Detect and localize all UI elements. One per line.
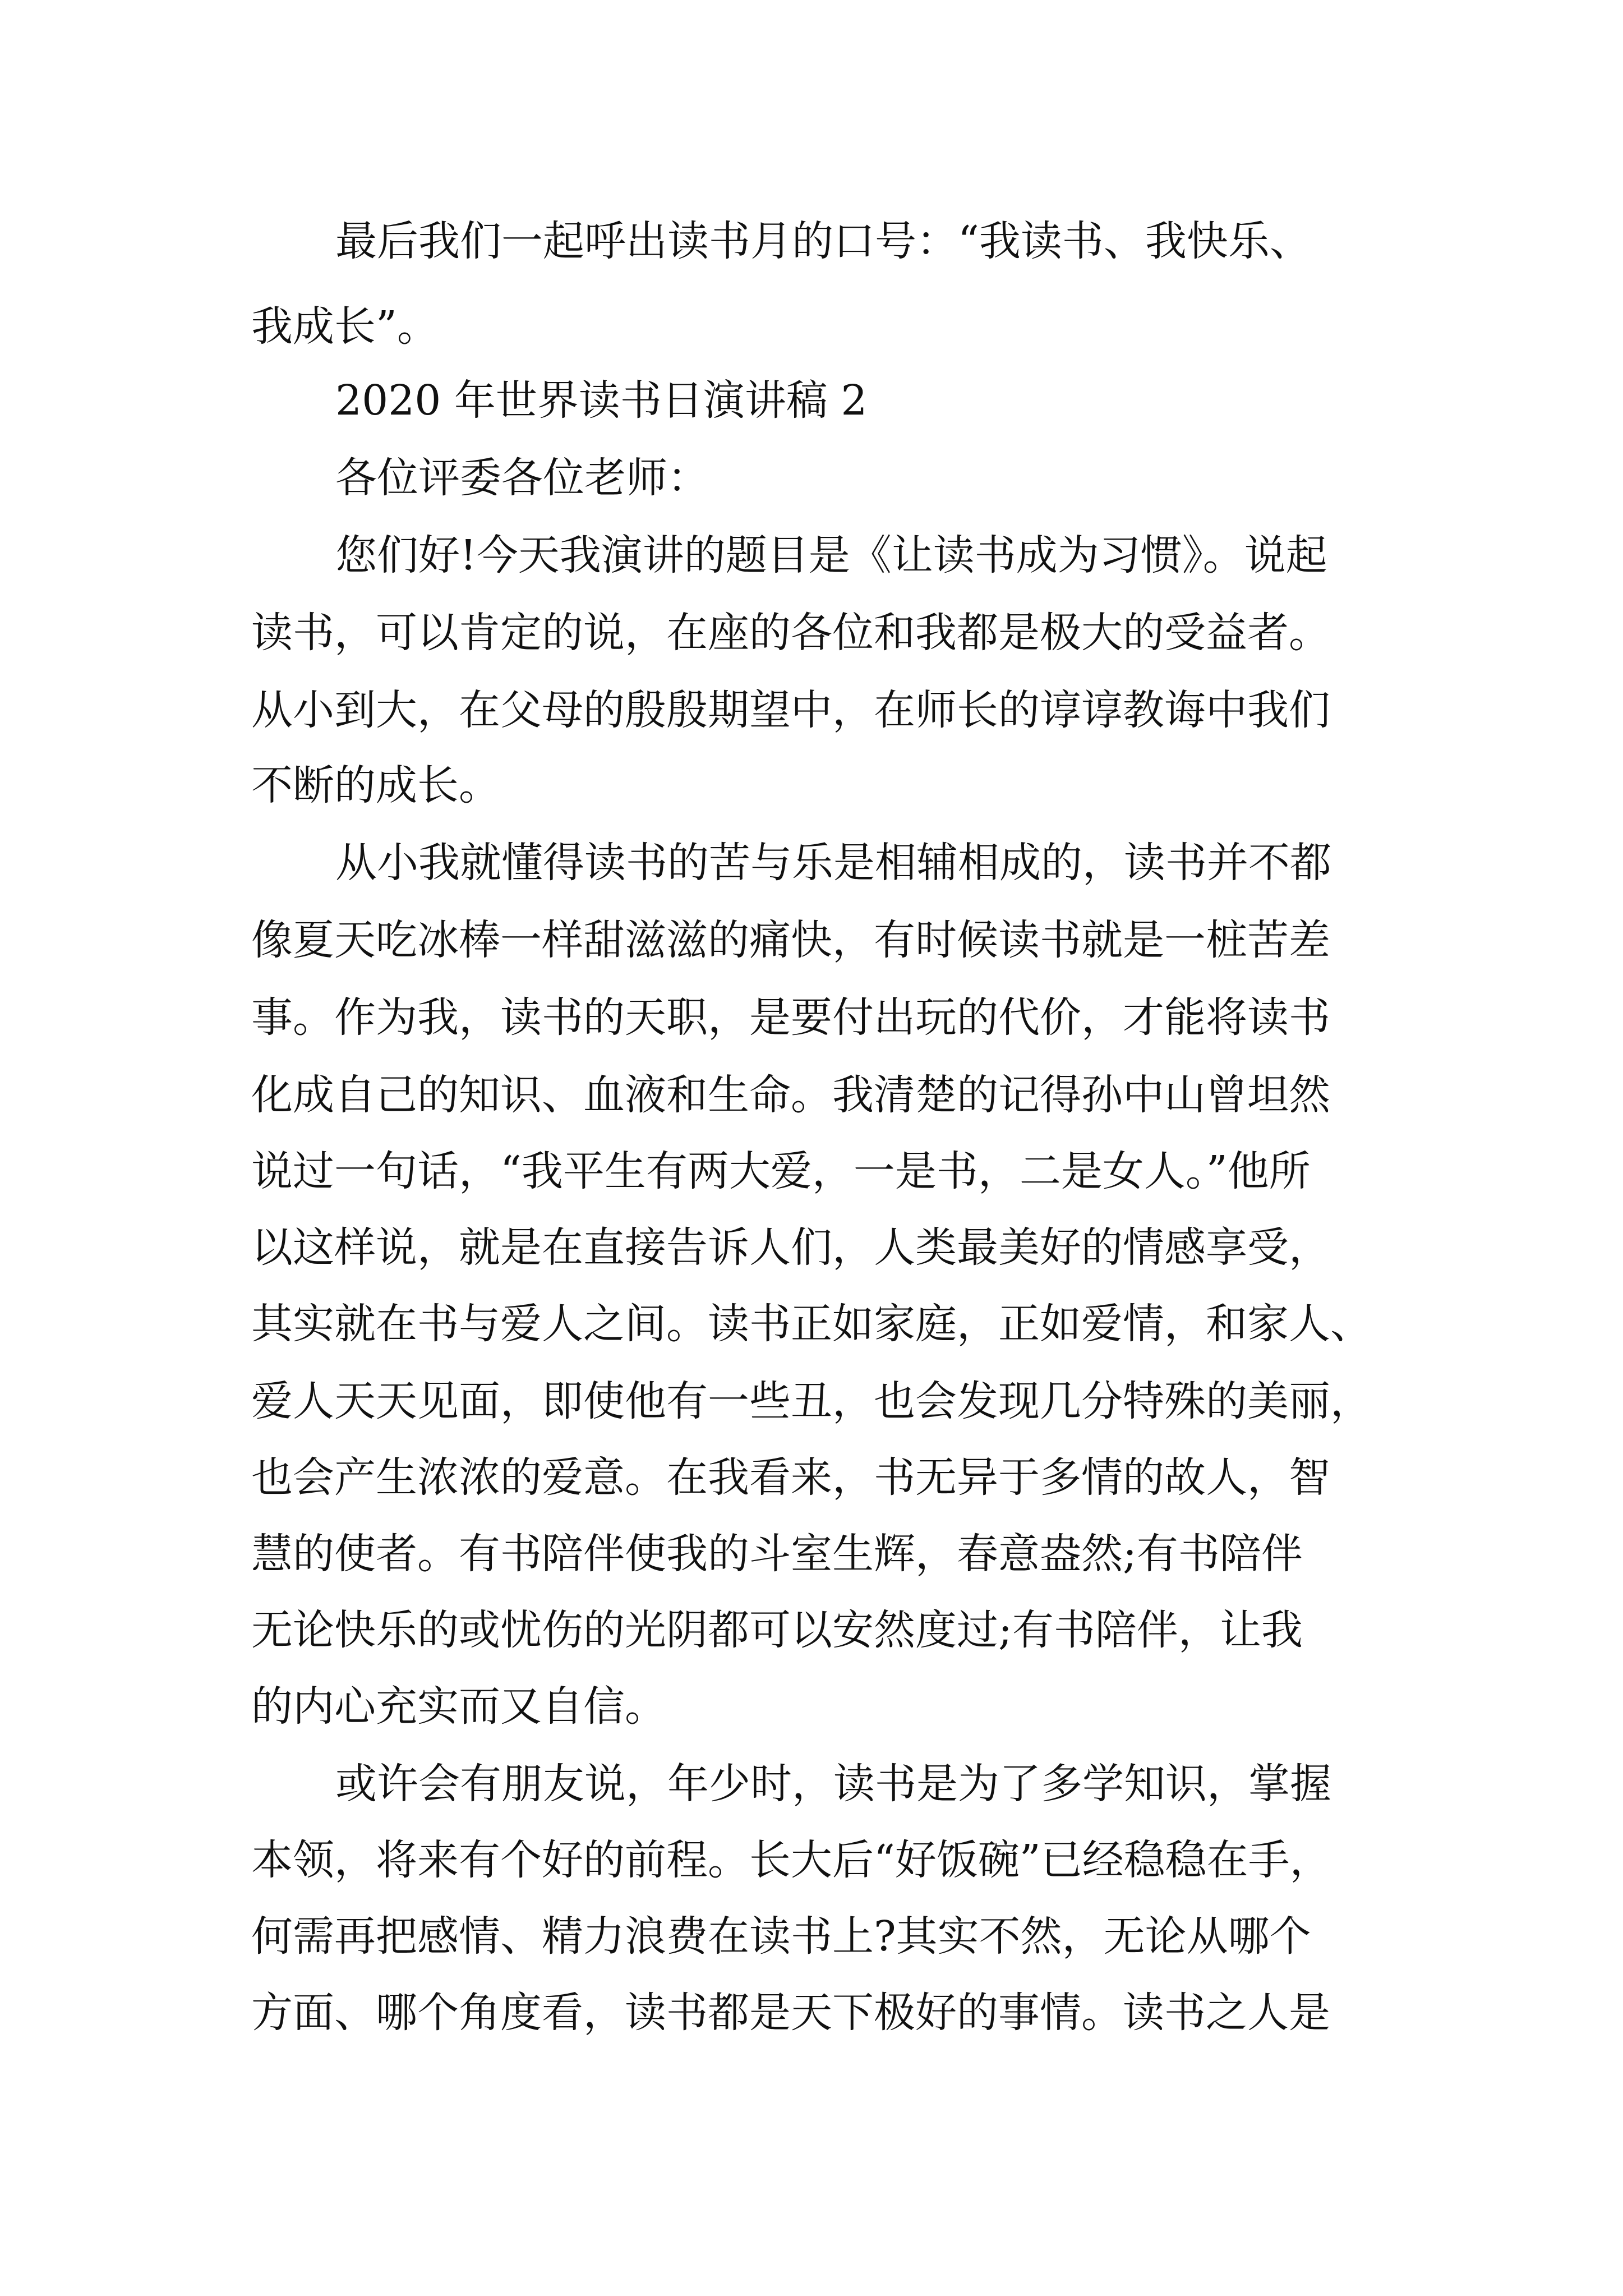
salutation: 各位评委各位老师： xyxy=(335,454,709,502)
text-line: 的内心充实而又自信。 xyxy=(251,1682,666,1731)
text-line: 其实就在书与爱人之间。读书正如家庭，正如爱情，和家人、 xyxy=(251,1300,1372,1348)
text-line: 不断的成长。 xyxy=(251,761,500,809)
text-line: 以这样说，就是在直接告诉人们，人类最美好的情感享受， xyxy=(251,1223,1330,1272)
text-line: 像夏天吃冰棒一样甜滋滋的痛快，有时候读书就是一桩苦差 xyxy=(251,916,1330,964)
text-line: 方面、哪个角度看，读书都是天下极好的事情。读书之人是 xyxy=(251,1989,1330,2037)
text-line: 何需再把感情、精力浪费在读书上?其实不然，无论从哪个 xyxy=(251,1912,1311,1961)
text-line: 最后我们一起呼出读书月的口号：“我读书、我快乐、 xyxy=(335,217,1311,265)
text-line: 本领，将来有个好的前程。长大后“好饭碗”已经稳稳在手， xyxy=(251,1836,1331,1884)
text-line: 从小我就懂得读书的苦与乐是相辅相成的，读书并不都 xyxy=(335,839,1331,887)
text-line: 或许会有朋友说，年少时，读书是为了多学知识，掌握 xyxy=(335,1760,1331,1808)
text-line: 事。作为我，读书的天职，是要付出玩的代价，才能将读书 xyxy=(251,993,1330,1042)
text-line: 爱人天天见面，即使他有一些丑，也会发现几分特殊的美丽， xyxy=(251,1377,1372,1425)
text-line: 读书，可以肯定的说，在座的各位和我都是极大的受益者。 xyxy=(251,609,1330,657)
text-line: 慧的使者。有书陪伴使我的斗室生辉，春意盎然;有书陪伴 xyxy=(251,1530,1303,1578)
text-line: 化成自己的知识、血液和生命。我清楚的记得孙中山曾坦然 xyxy=(251,1071,1330,1119)
text-line: 无论快乐的或忧伤的光阴都可以安然度过;有书陪伴，让我 xyxy=(251,1606,1303,1654)
section-title: 2020 年世界读书日演讲稿 2 xyxy=(335,376,868,425)
text-line: 也会产生浓浓的爱意。在我看来，书无异于多情的故人，智 xyxy=(251,1453,1330,1502)
text-line: 您们好!今天我演讲的题目是《让读书成为习惯》。说起 xyxy=(335,531,1327,579)
text-line: 我成长”。 xyxy=(251,302,439,351)
text-line: 说过一句话，“我平生有两大爱，一是书，二是女人。”他所 xyxy=(251,1147,1311,1195)
text-line: 从小到大，在父母的殷殷期望中，在师长的谆谆教诲中我们 xyxy=(251,686,1330,734)
